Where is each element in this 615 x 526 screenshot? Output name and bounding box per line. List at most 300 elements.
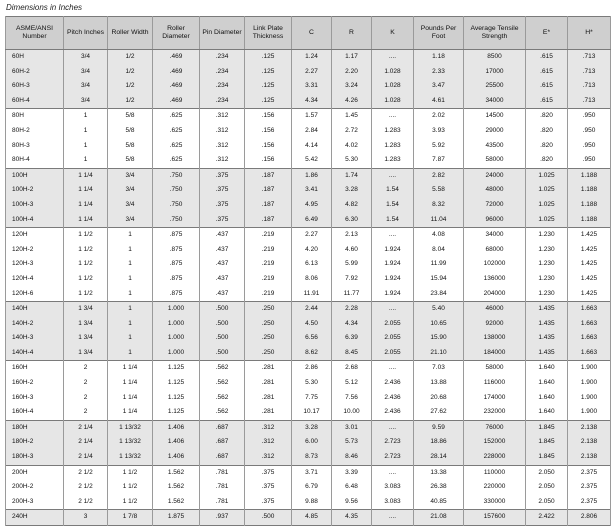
table-cell: .125 (245, 79, 292, 94)
table-cell: 5/8 (108, 124, 153, 139)
table-cell: 2 1/2 (64, 495, 108, 510)
table-cell: .187 (245, 168, 292, 183)
table-cell: 80H (6, 109, 64, 124)
table-cell: 13.88 (414, 376, 464, 391)
table-cell: 11.04 (414, 213, 464, 228)
table-cell: .156 (245, 139, 292, 154)
table-cell: .... (372, 361, 414, 376)
table-cell: 1.924 (372, 257, 414, 272)
table-row (6, 213, 611, 228)
table-cell: 76000 (464, 420, 526, 435)
table-cell: 3.31 (292, 79, 332, 94)
table-cell: .156 (245, 109, 292, 124)
table-cell: 4.61 (414, 94, 464, 109)
table-row (6, 168, 611, 183)
table-row (6, 376, 611, 391)
table-cell: 140H-4 (6, 346, 64, 361)
table-cell: 102000 (464, 257, 526, 272)
table-cell: 1 1/4 (108, 405, 153, 420)
table-cell: .281 (245, 391, 292, 406)
table-row (6, 183, 611, 198)
table-row (6, 495, 611, 510)
table-row (6, 465, 611, 480)
table-cell: .875 (153, 272, 200, 287)
table-cell: .... (372, 109, 414, 124)
table-cell: 1.406 (153, 420, 200, 435)
table-cell: 1.230 (526, 228, 568, 243)
table-cell: 28.14 (414, 450, 464, 465)
table-cell: 116000 (464, 376, 526, 391)
table-cell: .625 (153, 139, 200, 154)
table-cell: 43500 (464, 139, 526, 154)
table-cell: 160H-4 (6, 405, 64, 420)
table-cell: 6.13 (292, 257, 332, 272)
table-cell: .437 (200, 243, 245, 258)
table-cell: 1 (108, 287, 153, 302)
table-cell: 5.12 (332, 376, 372, 391)
table-cell: 5.99 (332, 257, 372, 272)
table-cell: 1/2 (108, 50, 153, 65)
table-cell: 2.28 (332, 302, 372, 317)
table-cell: .234 (200, 50, 245, 65)
table-cell: .437 (200, 272, 245, 287)
column-header: K (372, 17, 414, 50)
table-cell: .562 (200, 391, 245, 406)
table-cell: 60H (6, 50, 64, 65)
table-cell: 2.44 (292, 302, 332, 317)
table-cell: .219 (245, 228, 292, 243)
chain-dimensions-table (5, 16, 611, 526)
table-cell: 5.58 (414, 183, 464, 198)
chain-group (6, 50, 611, 109)
table-cell: 2 (64, 376, 108, 391)
table-cell: 5/8 (108, 153, 153, 168)
table-row (6, 346, 611, 361)
table-cell: .281 (245, 405, 292, 420)
table-cell: 1.24 (292, 50, 332, 65)
table-cell: 1.663 (568, 302, 611, 317)
table-cell: 5.73 (332, 435, 372, 450)
table-cell: 2.72 (332, 124, 372, 139)
table-cell: 1.406 (153, 450, 200, 465)
chain-group (6, 228, 611, 302)
table-cell: 1.17 (332, 50, 372, 65)
table-cell: .312 (200, 124, 245, 139)
table-cell: 1.230 (526, 287, 568, 302)
table-cell: 7.03 (414, 361, 464, 376)
table-cell: 6.30 (332, 213, 372, 228)
table-cell: 5.42 (292, 153, 332, 168)
table-cell: 2.055 (372, 346, 414, 361)
table-cell: 200H-3 (6, 495, 64, 510)
table-cell: 4.50 (292, 317, 332, 332)
table-cell: 100H-3 (6, 198, 64, 213)
table-cell: 228000 (464, 450, 526, 465)
table-cell: .219 (245, 243, 292, 258)
table-cell: 1 (108, 302, 153, 317)
table-cell: 6.39 (332, 331, 372, 346)
table-cell: 46000 (464, 302, 526, 317)
table-cell: 1.425 (568, 257, 611, 272)
table-cell: 1 (64, 124, 108, 139)
table-cell: 1.924 (372, 272, 414, 287)
column-header: ASME/ANSI Number (6, 17, 64, 50)
table-cell: 26.38 (414, 480, 464, 495)
table-cell: .... (372, 420, 414, 435)
table-cell: .713 (568, 50, 611, 65)
table-cell: 2 1/4 (64, 435, 108, 450)
table-cell: 1.900 (568, 405, 611, 420)
table-cell: 1 3/4 (64, 302, 108, 317)
table-cell: 1 3/4 (64, 346, 108, 361)
table-cell: 180H (6, 420, 64, 435)
table-cell: 1.640 (526, 376, 568, 391)
table-cell: 96000 (464, 213, 526, 228)
table-row (6, 153, 611, 168)
table-cell: 1.283 (372, 153, 414, 168)
table-cell: 4.35 (332, 510, 372, 526)
column-header: Pounds Per Foot (414, 17, 464, 50)
table-row (6, 65, 611, 80)
table-cell: .125 (245, 94, 292, 109)
column-header: R (332, 17, 372, 50)
table-cell: .125 (245, 65, 292, 80)
table-cell: 3.93 (414, 124, 464, 139)
table-cell: 1.125 (153, 376, 200, 391)
table-cell: 8.04 (414, 243, 464, 258)
table-cell: 92000 (464, 317, 526, 332)
table-cell: 240H (6, 510, 64, 526)
table-cell: 110000 (464, 465, 526, 480)
chain-group (6, 465, 611, 510)
table-cell: 1.000 (153, 302, 200, 317)
table-cell: 1.562 (153, 480, 200, 495)
table-cell: 58000 (464, 361, 526, 376)
table-cell: 23.84 (414, 287, 464, 302)
table-cell: 2.27 (292, 65, 332, 80)
table-cell: 3/4 (64, 79, 108, 94)
table-cell: 3.41 (292, 183, 332, 198)
chain-group (6, 510, 611, 526)
table-cell: .187 (245, 198, 292, 213)
table-cell: 8.73 (292, 450, 332, 465)
table-cell: .750 (153, 213, 200, 228)
table-cell: 3.28 (292, 420, 332, 435)
table-cell: 1.663 (568, 331, 611, 346)
table-cell: 68000 (464, 243, 526, 258)
table-cell: .469 (153, 79, 200, 94)
table-cell: 1.845 (526, 435, 568, 450)
table-row (6, 94, 611, 109)
table-cell: 140H-3 (6, 331, 64, 346)
table-cell: 3/4 (64, 65, 108, 80)
table-cell: .713 (568, 79, 611, 94)
table-cell: 1.845 (526, 420, 568, 435)
table-cell: 1 7/8 (108, 510, 153, 526)
table-cell: 2 (64, 361, 108, 376)
table-cell: 1.188 (568, 183, 611, 198)
table-row (6, 435, 611, 450)
table-cell: 2 1/2 (64, 480, 108, 495)
table-cell: .562 (200, 405, 245, 420)
chain-group (6, 361, 611, 420)
table-cell: 1.74 (332, 168, 372, 183)
table-cell: 232000 (464, 405, 526, 420)
table-cell: 3.47 (414, 79, 464, 94)
table-cell: 17000 (464, 65, 526, 80)
table-cell: .615 (526, 94, 568, 109)
table-cell: 1.028 (372, 94, 414, 109)
table-cell: 8.32 (414, 198, 464, 213)
table-cell: 60H-2 (6, 65, 64, 80)
table-cell: 1 1/4 (108, 391, 153, 406)
table-cell: 2.13 (332, 228, 372, 243)
table-cell: 204000 (464, 287, 526, 302)
table-cell: 7.56 (332, 391, 372, 406)
table-cell: 2.050 (526, 495, 568, 510)
table-cell: 1.562 (153, 495, 200, 510)
table-cell: .562 (200, 376, 245, 391)
table-cell: 8.06 (292, 272, 332, 287)
table-cell: 10.65 (414, 317, 464, 332)
table-cell: 1.663 (568, 346, 611, 361)
table-cell: 48000 (464, 183, 526, 198)
table-cell: 6.49 (292, 213, 332, 228)
table-row (6, 50, 611, 65)
table-cell: 120H-6 (6, 287, 64, 302)
table-cell: 5.92 (414, 139, 464, 154)
table-cell: 1 1/4 (64, 213, 108, 228)
table-cell: .312 (200, 139, 245, 154)
table-cell: 9.59 (414, 420, 464, 435)
table-cell: 2 1/4 (64, 420, 108, 435)
table-cell: 2.723 (372, 435, 414, 450)
table-cell: 8.62 (292, 346, 332, 361)
table-cell: 3.01 (332, 420, 372, 435)
table-row (6, 79, 611, 94)
chain-group (6, 168, 611, 227)
table-cell: .312 (245, 450, 292, 465)
table-cell: 5/8 (108, 139, 153, 154)
table-row (6, 287, 611, 302)
table-cell: 1.425 (568, 272, 611, 287)
chain-group (6, 302, 611, 361)
table-cell: .750 (153, 198, 200, 213)
table-cell: 1.435 (526, 346, 568, 361)
table-cell: 1/2 (108, 65, 153, 80)
table-cell: 1.435 (526, 331, 568, 346)
table-row (6, 361, 611, 376)
table-cell: .713 (568, 94, 611, 109)
table-cell: 120H-4 (6, 272, 64, 287)
table-cell: 2.436 (372, 391, 414, 406)
table-cell: 1.86 (292, 168, 332, 183)
table-cell: 24000 (464, 168, 526, 183)
table-cell: 2.806 (568, 510, 611, 526)
table-cell: .500 (200, 317, 245, 332)
table-cell: 4.82 (332, 198, 372, 213)
table-cell: 2.436 (372, 405, 414, 420)
table-cell: 2.375 (568, 495, 611, 510)
table-cell: .125 (245, 50, 292, 65)
table-cell: 4.34 (292, 94, 332, 109)
table-cell: 72000 (464, 198, 526, 213)
table-cell: 1.230 (526, 257, 568, 272)
table-row (6, 391, 611, 406)
table-cell: 1 1/2 (64, 228, 108, 243)
table-cell: 2.20 (332, 65, 372, 80)
table-cell: 3.39 (332, 465, 372, 480)
table-cell: 2.375 (568, 465, 611, 480)
table-cell: .625 (153, 153, 200, 168)
table-row (6, 510, 611, 526)
table-cell: .437 (200, 228, 245, 243)
table-cell: 1 1/2 (108, 465, 153, 480)
table-cell: 5.30 (332, 153, 372, 168)
table-cell: .312 (200, 153, 245, 168)
table-cell: .713 (568, 65, 611, 80)
table-cell: 2.050 (526, 480, 568, 495)
table-cell: .375 (200, 213, 245, 228)
table-cell: 200H (6, 465, 64, 480)
table-row (6, 331, 611, 346)
table-cell: .562 (200, 361, 245, 376)
table-cell: .500 (200, 346, 245, 361)
table-cell: 40.85 (414, 495, 464, 510)
table-cell: .615 (526, 79, 568, 94)
table-cell: 1 1/4 (64, 183, 108, 198)
table-cell: 9.88 (292, 495, 332, 510)
table-cell: 7.87 (414, 153, 464, 168)
table-cell: 5.30 (292, 376, 332, 391)
table-cell: 1 13/32 (108, 420, 153, 435)
table-cell: 1.640 (526, 361, 568, 376)
table-cell: .281 (245, 361, 292, 376)
table-cell: 34000 (464, 94, 526, 109)
table-cell: 6.00 (292, 435, 332, 450)
table-cell: 180H-3 (6, 450, 64, 465)
table-cell: 1.000 (153, 317, 200, 332)
table-cell: 80H-3 (6, 139, 64, 154)
table-cell: 2.68 (332, 361, 372, 376)
table-cell: .615 (526, 50, 568, 65)
table-row (6, 317, 611, 332)
table-cell: 1.54 (372, 198, 414, 213)
table-cell: .820 (526, 124, 568, 139)
table-cell: 1.18 (414, 50, 464, 65)
table-cell: .820 (526, 139, 568, 154)
table-cell: .234 (200, 94, 245, 109)
table-cell: .375 (245, 480, 292, 495)
table-row (6, 420, 611, 435)
table-cell: 4.60 (332, 243, 372, 258)
table-cell: 1 1/2 (108, 480, 153, 495)
table-cell: 4.26 (332, 94, 372, 109)
table-row (6, 302, 611, 317)
table-cell: .781 (200, 495, 245, 510)
table-cell: 3.71 (292, 465, 332, 480)
table-cell: 184000 (464, 346, 526, 361)
table-cell: 1 1/4 (108, 376, 153, 391)
table-cell: 3.28 (332, 183, 372, 198)
table-cell: 160H-2 (6, 376, 64, 391)
table-cell: .500 (200, 331, 245, 346)
table-cell: 4.34 (332, 317, 372, 332)
table-cell: 1.57 (292, 109, 332, 124)
table-cell: 1 (64, 153, 108, 168)
table-caption: Dimensions in Inches (6, 3, 83, 12)
table-cell: 1 (108, 228, 153, 243)
table-cell: 100H (6, 168, 64, 183)
table-cell: 1.188 (568, 198, 611, 213)
table-cell: .... (372, 465, 414, 480)
table-cell: 80H-2 (6, 124, 64, 139)
table-cell: 157600 (464, 510, 526, 526)
table-cell: 3/4 (108, 183, 153, 198)
table-cell: 1.125 (153, 361, 200, 376)
table-cell: 3/4 (64, 50, 108, 65)
table-cell: 2.02 (414, 109, 464, 124)
table-cell: 34000 (464, 228, 526, 243)
table-cell: 14500 (464, 109, 526, 124)
table-cell: 21.10 (414, 346, 464, 361)
table-cell: 2.138 (568, 420, 611, 435)
table-cell: 1 1/2 (108, 495, 153, 510)
table-cell: .937 (200, 510, 245, 526)
table-cell: 2 1/2 (64, 465, 108, 480)
table-cell: 29000 (464, 124, 526, 139)
table-cell: .... (372, 168, 414, 183)
table-cell: .500 (200, 302, 245, 317)
table-row (6, 480, 611, 495)
table-cell: 1.924 (372, 243, 414, 258)
table-cell: .219 (245, 272, 292, 287)
chain-group (6, 109, 611, 168)
column-header: H* (568, 17, 611, 50)
table-cell: 1 (108, 346, 153, 361)
table-cell: 1.025 (526, 213, 568, 228)
table-cell: .781 (200, 465, 245, 480)
table-cell: 8.46 (332, 450, 372, 465)
table-cell: 1.435 (526, 302, 568, 317)
table-cell: .875 (153, 243, 200, 258)
table-cell: 11.99 (414, 257, 464, 272)
table-cell: 1.425 (568, 287, 611, 302)
table-cell: 1.406 (153, 435, 200, 450)
table-cell: .... (372, 510, 414, 526)
table-cell: 3/4 (108, 168, 153, 183)
table-cell: 160H (6, 361, 64, 376)
table-cell: 1.435 (526, 317, 568, 332)
table-cell: 1.230 (526, 243, 568, 258)
table-cell: 4.08 (414, 228, 464, 243)
table-cell: .625 (153, 109, 200, 124)
table-cell: .950 (568, 109, 611, 124)
table-cell: 1 3/4 (64, 317, 108, 332)
table-cell: 220000 (464, 480, 526, 495)
table-cell: 2 (64, 391, 108, 406)
table-cell: 58000 (464, 153, 526, 168)
table-cell: 1.640 (526, 405, 568, 420)
table-cell: 6.79 (292, 480, 332, 495)
table-cell: 10.17 (292, 405, 332, 420)
table-cell: 2.86 (292, 361, 332, 376)
table-cell: 1.125 (153, 405, 200, 420)
table-cell: 2.050 (526, 465, 568, 480)
table-cell: 1 (64, 139, 108, 154)
table-cell: .687 (200, 450, 245, 465)
table-cell: .219 (245, 257, 292, 272)
